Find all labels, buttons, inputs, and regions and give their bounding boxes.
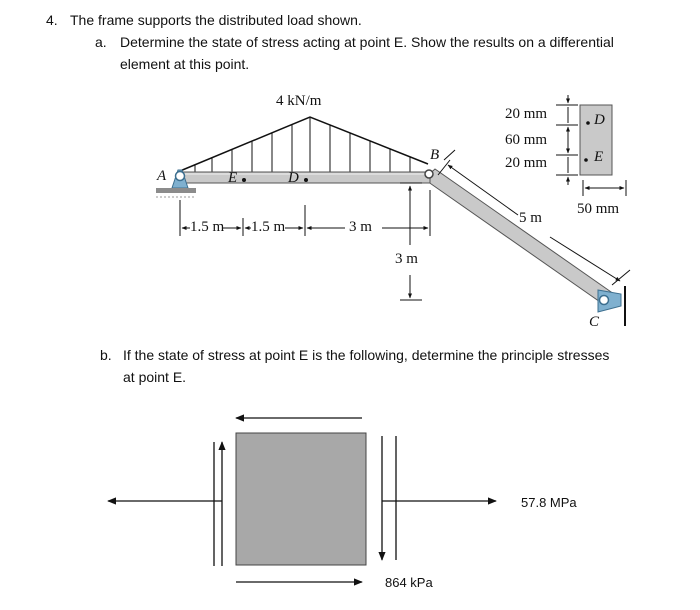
part-a-text-line1: Determine the state of stress acting at point E. Show the results on a differential xyxy=(120,34,614,50)
point-e-label: E xyxy=(228,170,238,186)
section-bottom-dim-label: 20 mm xyxy=(505,155,548,171)
dim-1-label: 1.5 m xyxy=(190,219,225,235)
shear-stress-label: 864 kPa xyxy=(385,575,433,590)
point-d-label: D xyxy=(288,170,299,186)
dim-2-label: 1.5 m xyxy=(251,219,286,235)
dim-3-label: 3 m xyxy=(349,219,372,235)
section-point-e-label: E xyxy=(594,149,604,165)
dim-vertical-label: 3 m xyxy=(395,251,418,267)
section-top-dim-label: 20 mm xyxy=(505,106,548,122)
section-mid-dim-label: 60 mm xyxy=(505,132,548,148)
part-b-text-line2: at point E. xyxy=(123,369,187,385)
part-b-text-line1: If the state of stress at point E is the following, determine the principle stresses xyxy=(123,347,610,363)
stress-element xyxy=(236,433,366,565)
point-c-label: C xyxy=(589,314,600,330)
part-a-label: a. xyxy=(95,34,107,50)
problem-number: 4. xyxy=(46,12,58,28)
section-width-dim-label: 50 mm xyxy=(577,201,620,217)
normal-stress-label: 57.8 MPa xyxy=(521,495,577,510)
load-label: 4 kN/m xyxy=(276,93,322,109)
point-a-label: A xyxy=(157,168,167,184)
dim-diagonal-label: 5 m xyxy=(519,210,542,226)
part-b-label: b. xyxy=(100,347,112,363)
problem-statement: The frame supports the distributed load shown. xyxy=(70,12,362,28)
section-point-d-label: D xyxy=(594,112,605,128)
part-a-text-line2: element at this point. xyxy=(120,56,250,72)
point-b-label: B xyxy=(430,147,440,163)
